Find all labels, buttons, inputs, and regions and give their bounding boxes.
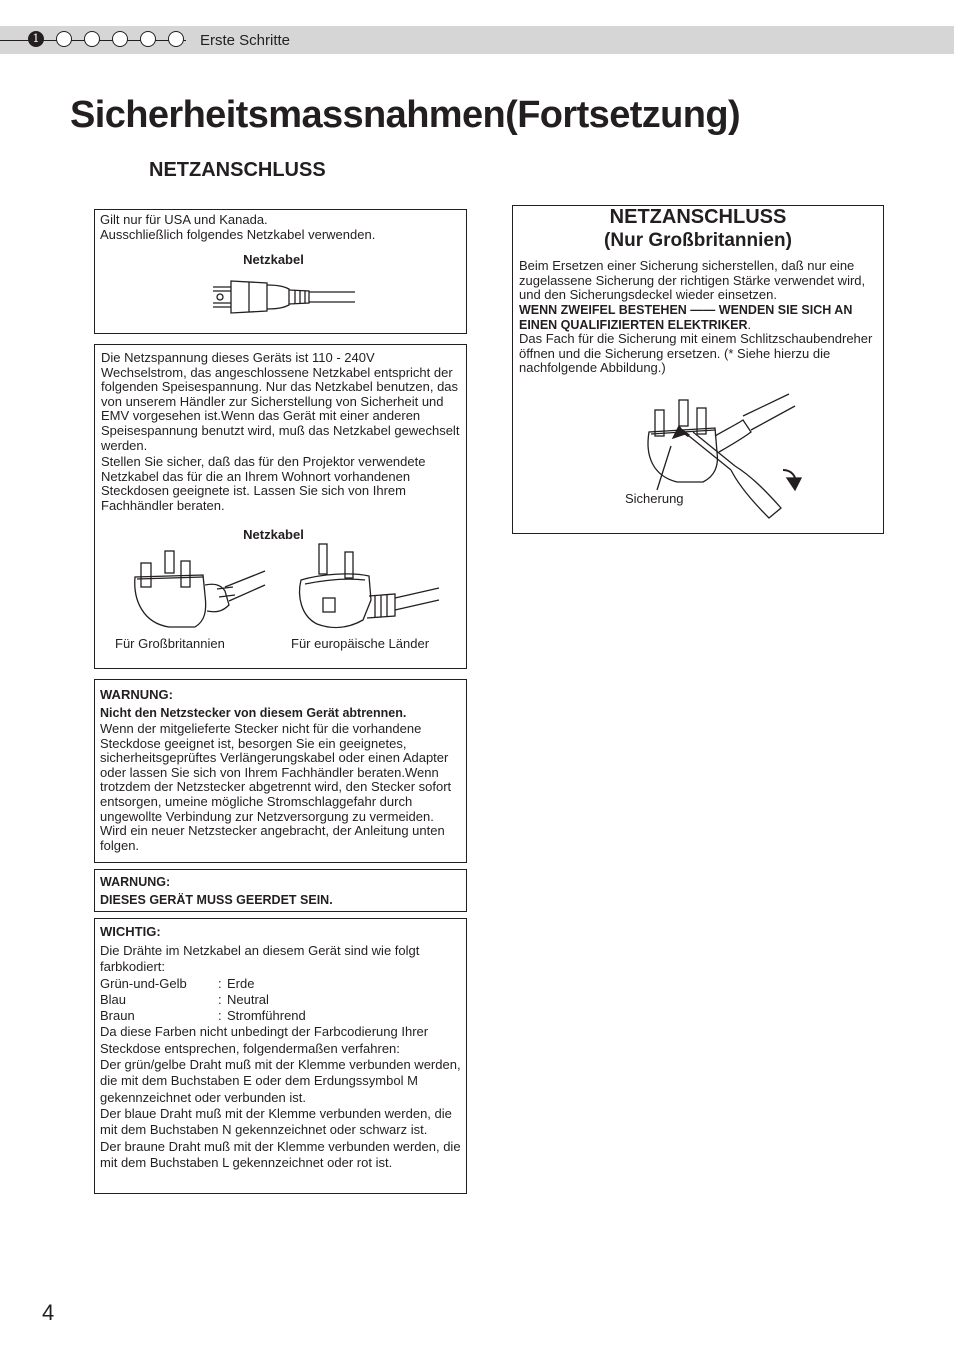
page-title: Sicherheitsmassnahmen(Fortsetzung) xyxy=(70,94,741,136)
wiring-paragraph: Da diese Farben nicht unbedingt der Farbcodierung Ihrer Steckdose entsprechen, folgendermaßen verfahren: xyxy=(100,1024,429,1056)
wire-color: Blau xyxy=(100,991,127,1007)
wire-row-live xyxy=(100,1008,466,1024)
uk-warning-text: WENN ZWEIFEL BESTEHEN —— WENDEN SIE SICH AN EINEN QUALIFIZIERTEN ELEKTRIKER xyxy=(519,303,853,332)
warning-grounding-text: DIESES GERÄT MUSS GEERDET SEIN. xyxy=(100,893,333,907)
wire-meaning: Erde xyxy=(227,975,255,991)
power-cord-caption: Netzkabel xyxy=(243,527,304,542)
uk-warning-end: . xyxy=(747,317,751,332)
important-title: WICHTIG: xyxy=(100,924,161,939)
warning-subtitle: Nicht den Netzstecker von diesem Gerät abtrennen. xyxy=(100,706,407,720)
step-indicator xyxy=(168,31,184,47)
wire-separator: : xyxy=(218,975,222,991)
warning-box-disconnect xyxy=(94,679,467,863)
wire-color: Grün-und-Gelb xyxy=(100,975,187,991)
uk-box-subtitle: (Nur Großbritannien) xyxy=(604,230,792,251)
wire-separator: : xyxy=(218,991,222,1007)
wire-meaning: Neutral xyxy=(227,991,269,1007)
step-indicator xyxy=(112,31,128,47)
wiring-paragraph: Der grün/gelbe Draht muß mit der Klemme verbunden werden, die mit dem Buchstaben E oder dem Erdungssymbol M gekennzeichnet oder verbunden ist. xyxy=(100,1057,461,1105)
eu-plug-icon xyxy=(291,540,441,635)
wiring-paragraph: Der braune Draht muß mit der Klemme verbunden werden, die mit dem Buchstaben L gekennzeichnet oder rot ist. xyxy=(100,1138,461,1170)
usa-line-2: Ausschließlich folgendes Netzkabel verwenden. xyxy=(100,227,376,242)
page-number: 4 xyxy=(42,1300,55,1325)
wire-color: Braun xyxy=(100,1008,135,1024)
uk-plug-label: Für Großbritannien xyxy=(115,636,225,651)
wire-separator: : xyxy=(218,1008,222,1024)
eu-plug-label: Für europäische Länder xyxy=(291,636,430,651)
wire-row-neutral xyxy=(100,992,466,1008)
important-content xyxy=(100,943,466,1171)
important-wiring-box xyxy=(94,918,467,1194)
warning-body: Wenn der mitgelieferte Stecker nicht für die vorhandene Steckdose geeignet ist, besorgen Sie ein geeignetes, sicherheitsgeprüftes Verlängerungskabel oder einen Adapter oder lassen Sie sich von Ihrem Fachhändler beraten.Wenn trotzdem der Netzstecker abgetrennt wird, den Stecker sofort entsorgen, umeine mögliche Stromschlaggefahr durch ungewollte Verbindung zur Netzversorgung zu vermeiden. Wird ein neuer Netzstecker angebracht, der Anleitung unten folgen. xyxy=(100,721,452,853)
step-indicator xyxy=(56,31,72,47)
uk-fuse-paragraph-2: Das Fach für die Sicherung mit einem Schlitzschaubendreher öffnen und die Sicherung ersetzen. (* Siehe hierzu die nachfolgende Abbildung.) xyxy=(519,331,873,376)
wiring-paragraph: Der blaue Draht muß mit der Klemme verbunden werden, die mit dem Buchstaben N gekennzeichnet oder schwarz ist. xyxy=(100,1105,452,1138)
uk-fuse-box xyxy=(512,205,884,534)
voltage-info-box xyxy=(94,344,467,669)
warning-title: WARNUNG: xyxy=(100,875,171,889)
step-indicator xyxy=(140,31,156,47)
warning-title: WARNUNG: xyxy=(100,687,173,702)
wire-meaning: Stromführend xyxy=(227,1008,306,1024)
us-plug-icon xyxy=(205,272,360,322)
section-label: Erste Schritte xyxy=(200,32,291,49)
step-indicator-active: 1 xyxy=(28,31,44,47)
voltage-paragraph: Die Netzspannung dieses Geräts ist 110 - 240V Wechselstrom, das angeschlossene Netzkabel entspricht der folgenden Speisespannung. Nur das Netzkabel benutzen, das von unserem Händler zur Sicherstellung von Sicherheit und EMV vorgesehen ist.Wenn das Gerät mit einer anderen Speisespannung benutzt wird, muß das Netzkabel gewechselt werden. xyxy=(101,350,460,453)
usa-line-1: Gilt nur für USA und Kanada. xyxy=(100,212,268,227)
voltage-paragraph-2: Stellen Sie sicher, daß das für den Projektor verwendete Netzkabel das für die an Ihrem Wohnort vorhandenen Steckdosen geeignete ist. Lassen Sie sich von Ihrem Fachhändler beraten. xyxy=(101,454,426,513)
step-indicator xyxy=(84,31,100,47)
uk-fuse-paragraph: Beim Ersetzen einer Sicherung sicherstellen, daß nur eine zugelassene Sicherung der richtigen Stärke verwendet wird, und den Sicherungsdeckel wieder einsetzen. xyxy=(519,258,866,303)
wire-row-earth xyxy=(100,976,466,992)
power-cord-caption: Netzkabel xyxy=(243,252,304,267)
wiring-intro: Die Drähte im Netzkabel an diesem Gerät sind wie folgt farbkodiert: xyxy=(100,943,420,975)
fuse-label: Sicherung xyxy=(625,491,684,506)
uk-plug-icon xyxy=(129,545,269,633)
section-heading: NETZANSCHLUSS xyxy=(149,159,326,181)
usa-canada-box xyxy=(94,209,467,334)
warning-box-grounding xyxy=(94,869,467,912)
uk-electrician-warning xyxy=(519,303,881,332)
uk-box-title: NETZANSCHLUSS xyxy=(609,206,787,228)
